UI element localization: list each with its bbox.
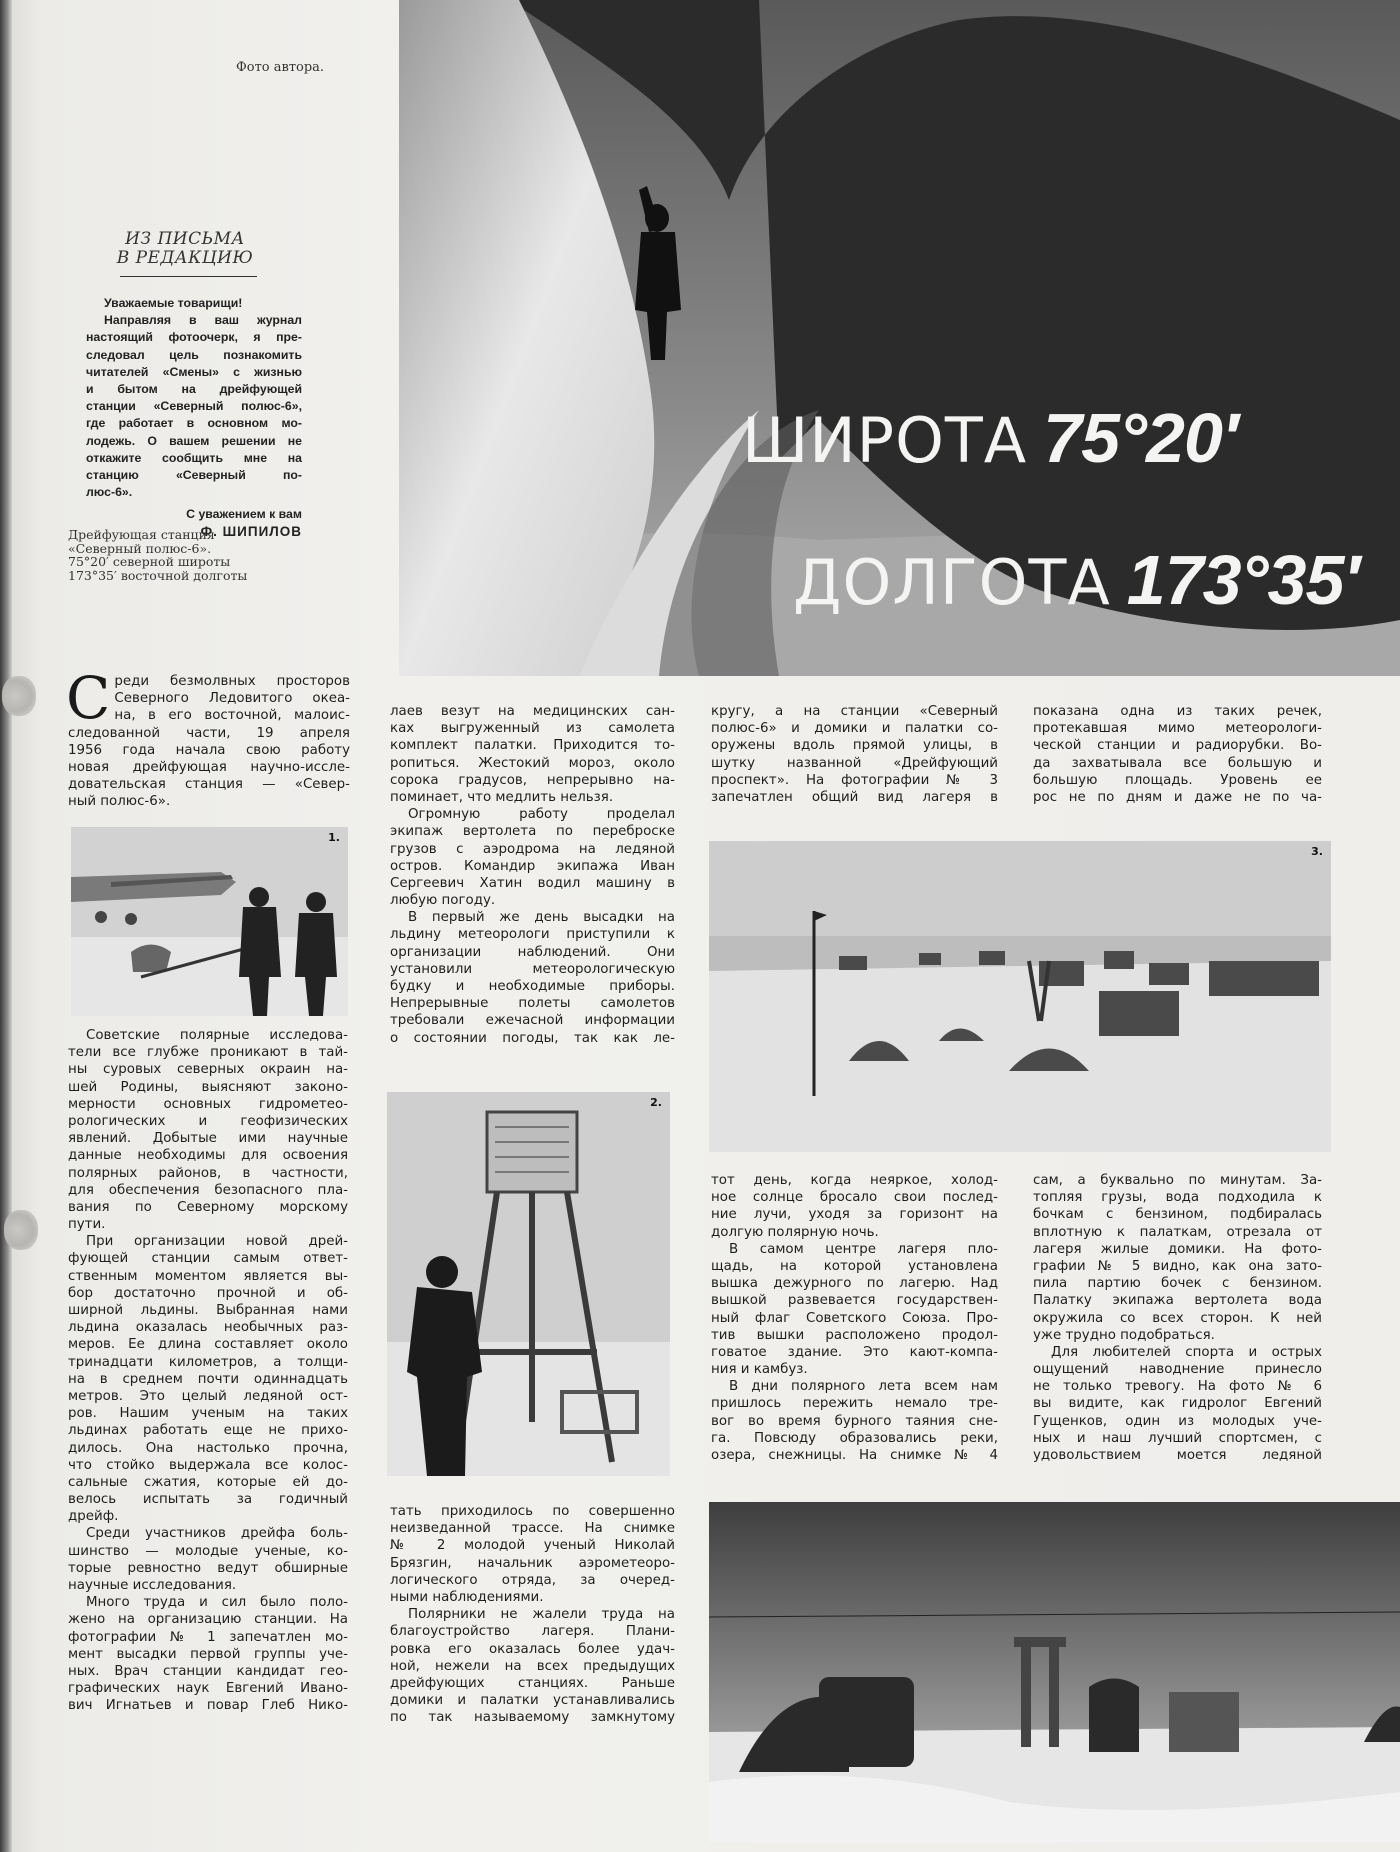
- text-line: тринадцати километров, а толщи-: [68, 1354, 348, 1370]
- column-4-bottom-text: [1033, 1172, 1322, 1464]
- paragraph: [1033, 1172, 1322, 1344]
- text-line: В самом центре лагеря пло-: [729, 1241, 998, 1257]
- text-line: топляя грузы, вода подходила к: [1033, 1190, 1322, 1206]
- text-line: оружены вдоль прямой улицы, в: [711, 738, 998, 754]
- text-line: дилось. Она настолько прочна,: [68, 1440, 348, 1456]
- text-line: рологических и геофизических: [68, 1113, 348, 1129]
- text-line: В дни полярного лета всем нам: [729, 1379, 998, 1395]
- photo-2-weather-booth: [387, 1092, 670, 1476]
- text-line: озера, снежницы. На снимке № 4: [711, 1448, 998, 1463]
- letter-closing: С уважением к вам: [186, 507, 302, 522]
- letter-heading-line: В РЕДАКЦИЮ: [116, 248, 254, 268]
- title-latitude-value: 75°20′: [1043, 399, 1238, 477]
- text-line: Среди участников дрейфа боль-: [86, 1526, 348, 1542]
- photo-4-huts: [709, 1502, 1400, 1842]
- text-line: новая дрейфующая научно-иссле-: [68, 759, 350, 775]
- text-line: фующей станции самым ответ-: [68, 1251, 348, 1267]
- photo-number: 2.: [650, 1096, 662, 1109]
- text-line: Огромную работу проделал: [408, 807, 675, 823]
- paragraph: [68, 1233, 348, 1525]
- text-line: удовольствием моется ледяной: [1033, 1448, 1322, 1463]
- paragraph: [711, 1172, 998, 1241]
- text-line: жено на организацию станции. На: [68, 1612, 348, 1628]
- text-line: Полярники не жалели труда на: [408, 1607, 675, 1623]
- text-line: люс-6».: [86, 485, 133, 500]
- text-line: станцию «Северный по-: [86, 467, 302, 482]
- photo-credit: Фото автора.: [236, 60, 325, 75]
- text-line: мерности основных гидрометео-: [68, 1096, 348, 1112]
- column-3-top-text: [711, 703, 998, 806]
- text-line: ках выгруженный из самолета: [390, 721, 675, 737]
- text-line: ощущений наводнение принесло: [1033, 1362, 1322, 1378]
- station-caption: [68, 528, 298, 582]
- text-line: ческой станции и радиорубки. Во-: [1033, 738, 1322, 754]
- text-line: ропиться. Жестокий мороз, около: [390, 755, 675, 771]
- paragraph: [390, 909, 675, 1047]
- text-line: довательская станция — «Север-: [68, 777, 350, 793]
- text-line: логического отряда, за очеред-: [390, 1572, 675, 1588]
- text-line: долгую полярную ночь.: [711, 1224, 879, 1240]
- intro-paragraph: [66, 664, 350, 811]
- text-line: лагеря жилые домики. На фото-: [1033, 1241, 1322, 1257]
- text-line: грузов с аэродрома на ледяной: [390, 841, 675, 857]
- text-line: В первый же день высадки на: [408, 910, 675, 926]
- text-line: Советские полярные исследова-: [86, 1028, 348, 1043]
- text-line: благоустройство лагеря. Плани-: [390, 1624, 675, 1640]
- column-2-bottom-text: [390, 1503, 675, 1726]
- text-line: для обеспечения безопасного пла-: [68, 1182, 348, 1198]
- text-line: Сергеевич Хатин водил машину в: [390, 875, 675, 891]
- text-line: лаев везут на медицинских сан-: [390, 704, 675, 719]
- text-line: вы видите, как гидролог Евгений: [1033, 1396, 1322, 1412]
- text-line: тив вышки расположено продол-: [711, 1327, 998, 1343]
- text-line: ны суровых северных окраин на-: [68, 1062, 348, 1078]
- photo-1-landing: [71, 827, 348, 1016]
- text-line: неизведанной трассе. На снимке: [390, 1521, 675, 1537]
- text-line: явлений. Добытые ими научные: [68, 1131, 348, 1147]
- text-line: льдинах работать еще не прихо-: [68, 1423, 348, 1439]
- text-line: организации наблюдений. Они: [390, 944, 675, 960]
- text-line: домики и палатки устанавливались: [390, 1693, 675, 1709]
- text-line: да захватывала все большую и: [1033, 755, 1322, 771]
- text-line: вич Игнатьев и повар Глеб Нико-: [68, 1698, 348, 1714]
- text-line: следованной части, 19 апреля: [68, 725, 350, 741]
- text-line: ной, нежели на всех предыдущих: [390, 1658, 675, 1674]
- text-line: ровка его оказалась более удач-: [390, 1641, 675, 1657]
- paragraph: [1033, 703, 1322, 806]
- divider: [120, 276, 257, 277]
- text-line: сорока градусов, непрерывно на-: [390, 772, 675, 788]
- text-line: бор достаточно прочной и об-: [68, 1285, 348, 1301]
- paragraph: [711, 1378, 998, 1464]
- text-line: о состоянии погоды, так как ле-: [390, 1030, 675, 1046]
- text-line: полярных районов, в частности,: [68, 1165, 348, 1181]
- text-line: вплотную к палаткам, отрезала от: [1033, 1224, 1322, 1240]
- letter-text: [86, 313, 302, 502]
- text-line: вышкой развевается государствен-: [711, 1293, 998, 1309]
- text-line: вог во время бурного таяния сне-: [711, 1413, 998, 1429]
- paragraph: [1033, 1344, 1322, 1464]
- text-line: ров. Нашим ученым на таких: [68, 1406, 348, 1422]
- text-line: мент высадки первой группы уче-: [68, 1646, 348, 1662]
- text-line: настоящий фотоочерк, я пре-: [86, 330, 302, 345]
- text-line: данные необходимы для освоения: [68, 1148, 348, 1164]
- text-line: говатое здание. Это кают-компа-: [711, 1344, 998, 1360]
- text-line: окружила со всех сторон. К ней: [1033, 1310, 1322, 1326]
- paragraph: [390, 1606, 675, 1726]
- text-line: лодежь. О вашем решении не: [86, 433, 302, 448]
- text-line: поминает, что медлить нельзя.: [390, 789, 614, 805]
- text-line: ный полюс-6».: [68, 794, 171, 810]
- text-line: большую площадь. Уровень ее: [1033, 772, 1322, 788]
- caption-line: Дрейфующая станция: [68, 527, 215, 542]
- text-line: на в среднем почти одиннадцать: [68, 1371, 348, 1387]
- paragraph: [390, 806, 675, 909]
- text-line: Палатку экипажа вертолета вода: [1033, 1293, 1322, 1309]
- text-line: ными наблюдениями.: [390, 1589, 544, 1605]
- text-line: полюс-6» и домики и палатки со-: [711, 721, 998, 737]
- text-line: Много труда и сил было поло-: [86, 1595, 348, 1611]
- photo-number: 3.: [1311, 845, 1323, 858]
- text-line: бочкам с бензином, подбиралась: [1033, 1207, 1322, 1223]
- text-line: рос не по дням и даже не по ча-: [1033, 789, 1322, 805]
- text-line: будку и необходимые приборы.: [390, 979, 675, 994]
- text-line: ственным моментом является вы-: [68, 1268, 348, 1284]
- text-line: ширной льдины. Выбранная нами: [68, 1303, 348, 1318]
- text-line: меров. Ее длина составляет около: [68, 1337, 348, 1353]
- text-line: Для любителей спорта и острых: [1051, 1344, 1322, 1360]
- drop-cap: С: [66, 664, 111, 732]
- letter-heading-line: ИЗ ПИСЬМА: [125, 229, 245, 249]
- text-line: графических наук Евгений Ивано-: [68, 1681, 348, 1697]
- text-line: пути.: [68, 1217, 106, 1233]
- text-line: графии № 5 видно, как она зато-: [1033, 1258, 1322, 1274]
- text-line: № 2 молодой ученый Николай: [390, 1538, 675, 1554]
- text-line: установили метеорологическую: [390, 961, 675, 977]
- caption-line: «Северный полюс-6».: [68, 540, 212, 556]
- paragraph: [68, 1594, 348, 1714]
- text-line: требовали ежечасной информации: [390, 1013, 675, 1029]
- text-line: и бытом на дрейфующей: [86, 381, 302, 396]
- text-line: научные исследования.: [68, 1578, 237, 1593]
- title-latitude: [742, 398, 1238, 478]
- text-line: откажите сообщить мне на: [86, 450, 302, 465]
- torn-hole: [2, 676, 36, 716]
- text-line: читателей «Смены» с жизнью: [86, 364, 302, 379]
- text-line: вышка дежурного по лагерю. Над: [711, 1276, 998, 1292]
- text-line: пришлось пережить немало тре-: [711, 1396, 998, 1412]
- text-line: ных и наш лучший спортсмен, с: [1033, 1430, 1322, 1446]
- caption-line: 173°35′ восточной долготы: [68, 567, 248, 583]
- text-line: ное солнце бросало свои послед-: [711, 1190, 998, 1206]
- paragraph: [390, 703, 675, 806]
- column-2-top-text: [390, 703, 675, 1047]
- text-line: ния и камбуз.: [711, 1362, 808, 1378]
- photo-number: 1.: [328, 831, 340, 844]
- text-line: шинство — молодые ученые, ко-: [68, 1543, 348, 1559]
- text-line: Брязгин, начальник аэрометеоро-: [390, 1555, 675, 1571]
- text-line: пила партию бочек с бензином.: [1033, 1276, 1322, 1292]
- title-longitude-word: ДОЛГОТА: [793, 546, 1111, 619]
- text-line: не только тревогу. На фото № 6: [1033, 1379, 1322, 1395]
- text-line: Гущенков, один из молодых уче-: [1033, 1413, 1322, 1429]
- column-1-text: [68, 1027, 348, 1715]
- text-line: на, в его восточной, малоис-: [114, 708, 350, 724]
- text-line: Северного Ледовитого океа-: [114, 691, 350, 707]
- text-line: При организации новой дрей-: [86, 1234, 348, 1250]
- text-line: остров. Командир экипажа Иван: [390, 858, 675, 874]
- text-line: тать приходилось по совершенно: [390, 1504, 675, 1519]
- text-line: льдину метеорологи приступили к: [390, 927, 675, 943]
- letter-signature: Ф. ШИПИЛОВ: [200, 524, 302, 540]
- text-line: показана одна из таких речек,: [1033, 704, 1322, 719]
- text-line: где работает в основном мо-: [86, 416, 302, 431]
- text-line: следовал цель познакомить: [86, 347, 302, 362]
- text-line: шей Родины, выясняют законо-: [68, 1079, 348, 1095]
- caption-line: 75°20′ северной широты: [68, 554, 231, 570]
- text-line: вания по Северному морскому: [68, 1199, 348, 1215]
- text-line: 1956 года начала свою работу: [68, 742, 350, 758]
- text-line: фотографии № 1 запечатлен мо-: [68, 1629, 348, 1645]
- text-line: ние лучи, уходя за горизонт на: [711, 1207, 998, 1223]
- paragraph: [711, 1241, 998, 1379]
- title-longitude-value: 173°35′: [1126, 541, 1360, 619]
- page-binding-edge: [0, 0, 12, 1852]
- text-line: ных. Врач станции кандидат гео-: [68, 1663, 348, 1679]
- text-line: протекавшая мимо метеорологи-: [1033, 721, 1322, 737]
- text-line: уже трудно подобраться.: [1033, 1327, 1215, 1343]
- title-latitude-word: ШИРОТА: [742, 404, 1028, 477]
- text-line: экипаж вертолета по переброске: [390, 824, 675, 840]
- text-line: что стойко выдержала все колос-: [68, 1457, 348, 1473]
- text-line: по так называемому замкнутому: [390, 1710, 675, 1726]
- text-line: тот день, когда неяркое, холод-: [711, 1173, 998, 1188]
- column-4-top-text: [1033, 703, 1322, 806]
- text-line: кругу, а на станции «Северный: [711, 704, 998, 719]
- text-line: запечатлен общий вид лагеря в: [711, 789, 998, 805]
- text-line: станции «Северный полюс-6»,: [86, 399, 302, 414]
- text-line: дрейфующих станциях. Раньше: [390, 1675, 675, 1691]
- text-line: торые ревностно ведут обширные: [68, 1560, 348, 1576]
- text-line: реди безмолвных просторов: [114, 674, 350, 689]
- letter-heading: [100, 230, 270, 268]
- text-line: сальные сжатия, которые ей до-: [68, 1474, 348, 1490]
- text-line: Направляя в ваш журнал: [104, 313, 302, 328]
- paragraph: [68, 1525, 348, 1594]
- text-line: ный флаг Советского Союза. Про-: [711, 1310, 998, 1326]
- letter-greeting: Уважаемые товарищи!: [104, 296, 243, 310]
- text-line: метров. Это целый ледяной ост-: [68, 1388, 348, 1404]
- text-line: проспект». На фотографии № 3: [711, 772, 998, 788]
- paragraph: [711, 703, 998, 806]
- text-line: щадь, на которой установлена: [711, 1258, 998, 1274]
- photo-3-camp-view: [709, 841, 1331, 1152]
- column-3-bottom-text: [711, 1172, 998, 1464]
- text-line: дрейф.: [68, 1509, 119, 1525]
- title-longitude: [793, 540, 1359, 620]
- paragraph: [390, 1503, 675, 1606]
- text-line: сам, а буквально по минутам. За-: [1033, 1173, 1322, 1188]
- text-line: тели все глубже проникают в тай-: [68, 1045, 348, 1061]
- text-line: велось испытать за годичный: [68, 1492, 348, 1508]
- text-line: Непрерывные полеты самолетов: [390, 996, 675, 1012]
- text-line: льдина оказалась необычных раз-: [68, 1320, 348, 1336]
- letter-body: [86, 296, 302, 540]
- text-line: га. Повсюду образовались реки,: [711, 1430, 998, 1446]
- text-line: шутку названной «Дрейфующий: [711, 755, 998, 771]
- paragraph: [68, 1027, 348, 1233]
- torn-hole: [4, 1210, 38, 1250]
- text-line: любую погоду.: [390, 893, 496, 909]
- text-line: комплект палатки. Приходится то-: [390, 738, 675, 754]
